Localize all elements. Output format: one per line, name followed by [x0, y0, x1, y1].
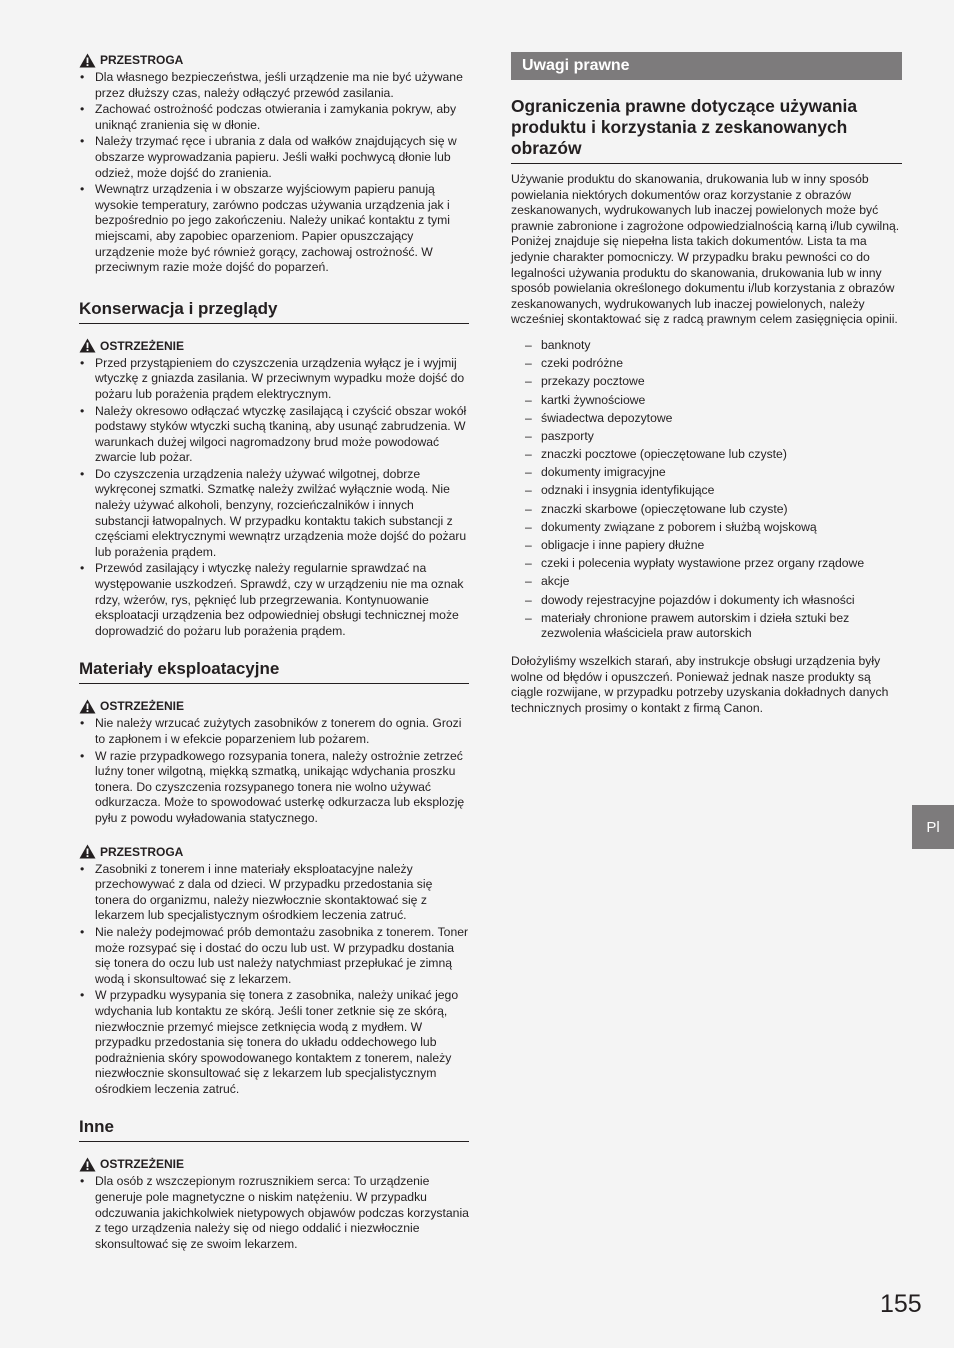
list-item: • Nie należy podejmować prób demontażu zasobnika z tonerem. Toner może rozsypać się i dostać do oczu lub ust. W przypadku dostania się tonera do oczu lub ust należy natychmiast przepłukać je zimną wodą i skonsultować się z lekarzem.	[79, 925, 469, 987]
outro-paragraph: Dołożyliśmy wszelkich starań, aby instrukcje obsługi urządzenia były wolne od błędów i opuszczeń. Ponieważ jednak nasze produkty są ciągle rozwijane, w przypadku potrzeby uzyskania dokładnych danych technicznych prosimy o kontakt z firmą Canon.	[511, 653, 889, 715]
list-item: • Zasobniki z tonerem i inne materiały eksploatacyjne należy przechowywać z dala od dzieci. W przypadku przedostania się tonera do organizmu, należy niezwłocznie skontaktować się z lekarzem lub specjalistycznym ośrodkiem leczenia zatruć.	[79, 862, 469, 924]
right-column	[511, 52, 902, 716]
list-item: • Dla osób z wszczepionym rozrusznikiem serca: To urządzenie generuje pole magnetyczne o niskim natężeniu. W przypadku odczuwania jakichkolwiek nietypowych objawów podczas korzystania z tego urządzenia należy się od niego oddalić i niezwłocznie skonsultować się ze swoim lekarzem.	[79, 1174, 469, 1252]
list-item: • W przypadku wysypania się tonera z zasobnika, należy unikać jego wdychania lub kontaktu ze skórą. Jeśli toner zetknie się ze skórą, niezwłocznie przemyć miejsce zetknięcia wodą z mydłem. W przypadku przedostania się tonera do układu oddechowego lub podrażnienia skóry spowodowanego kontaktem z tonerem, należy niezwłocznie skonsultować się z lekarzem lub specjalistycznym ośrodkiem leczenia zatruć.	[79, 988, 469, 1097]
section-title: Inne	[79, 1117, 469, 1142]
legal-title: Ograniczenia prawne dotyczące używania produktu i korzystania z zeskanowanych obrazów	[511, 96, 902, 164]
warning-triangle-icon	[79, 1157, 96, 1172]
warning-heading	[79, 698, 469, 714]
other-section	[79, 1117, 469, 1252]
warning-list	[79, 716, 469, 826]
left-column	[79, 52, 469, 1253]
list-item: – czeki podróżne	[511, 356, 902, 372]
list-item: – dowody rejestracyjne pojazdów i dokumenty ich własności	[511, 593, 902, 609]
list-item: – świadectwa depozytowe	[511, 411, 902, 427]
list-item: • Przewód zasilający i wtyczkę należy regularnie sprawdzać na występowanie uszkodzeń. Sprawdź, czy w urządzeniu nie ma oznak rdzy, wżerów, rys, pęknięć lub przegrzewania. Kontynuowanie eksploatacji urządzenia bez odpowiedniej obsługi technicznej może doprowadzić do pożaru lub porażenia prądem.	[79, 561, 469, 639]
warning-list	[79, 1174, 469, 1252]
list-item: – kartki żywnościowe	[511, 393, 902, 409]
list-item: • Należy trzymać ręce i ubrania z dala od wałków znajdujących się w obszarze wyprowadzania papieru. Jeśli wałki pochwycą dłonie lub odzież, może dojść do zranienia.	[79, 134, 469, 181]
warning-label: OSTRZEŻENIE	[100, 699, 185, 714]
list-item: – paszporty	[511, 429, 902, 445]
list-item: – przekazy pocztowe	[511, 374, 902, 390]
section-title: Materiały eksploatacyjne	[79, 659, 469, 684]
caution-block	[79, 52, 469, 276]
list-item: • Dla własnego bezpieczeństwa, jeśli urządzenie ma nie być używane przez dłuższy czas, należy odłączyć przewód zasilania.	[79, 70, 469, 101]
list-item: • Zachować ostrożność podczas otwierania i zamykania pokryw, aby uniknąć zranienia się w dłonie.	[79, 102, 469, 133]
caution-list	[79, 70, 469, 276]
warning-list	[79, 356, 469, 640]
warning-label: OSTRZEŻENIE	[100, 338, 185, 353]
list-item: – odznaki i insygnia identyfikujące	[511, 483, 902, 499]
list-item: – obligacje i inne papiery dłużne	[511, 538, 902, 554]
section-band: Uwagi prawne	[511, 52, 902, 80]
caution-label: PRZESTROGA	[100, 53, 184, 67]
document-list	[511, 338, 902, 642]
warning-label: OSTRZEŻENIE	[100, 1157, 185, 1172]
consumables-section	[79, 659, 469, 1097]
page-number: 155	[880, 1290, 922, 1318]
warning-triangle-icon	[79, 338, 96, 353]
caution-list	[79, 862, 469, 1098]
intro-paragraph: Używanie produktu do skanowania, drukowania lub w inny sposób powielania niektórych dokumentów oraz korzystanie z obrazów zeskanowanych, wydrukowanych lub inaczej powielonych może być prawnie zabronione i zagrożone odpowiedzialnością karną i/lub cywilną. Poniżej znajduje się niepełna lista takich dokumentów. Lista ta ma jedynie charakter pomocniczy. W przypadku braku pewności co do legalności używania produktu do skanowania, drukowania lub w inny sposób powielania określonego dokumentu i/lub korzystania z obrazów zeskanowanych, wydrukowanych lub inaczej powielonych, należy wcześniej skontaktować się z radcą prawnym celem zasięgnięcia opinii.	[511, 172, 900, 327]
language-tab: Pl	[912, 805, 954, 849]
maintenance-section	[79, 299, 469, 640]
list-item: • Wewnątrz urządzenia i w obszarze wyjściowym papieru panują wysokie temperatury, zarówno podczas używania urządzenia jak i bezpośrednio po jego zakończeniu. Należy unikać kontaktu z tymi miejscami, aby zapobiec oparzeniom. Papier opuszczający urządzenie może być również gorący, zachowaj ostrożność. W przeciwnym razie może dojść do poparzeń.	[79, 182, 469, 276]
list-item: – znaczki skarbowe (opieczętowane lub czyste)	[511, 502, 902, 518]
list-item: – materiały chronione prawem autorskim i dzieła sztuki bez zezwolenia właściciela praw autorskich	[511, 611, 902, 642]
list-item: • Do czyszczenia urządzenia należy używać wilgotnej, dobrze wykręconej szmatki. Szmatkę należy zwilżać wyłącznie wodą. Nie należy używać alkoholi, benzyny, rozcieńczalników i innych substancji łatwopalnych. W przypadku kontaktu takich substancji z częściami elektrycznymi wewnątrz urządzenia może dojść do pożaru lub porażenia prądem.	[79, 467, 469, 561]
warning-heading	[79, 1156, 469, 1172]
section-title: Konserwacja i przeglądy	[79, 299, 469, 324]
caution-heading	[79, 844, 469, 860]
caution-heading	[79, 52, 469, 68]
list-item: – banknoty	[511, 338, 902, 354]
list-item: – znaczki pocztowe (opieczętowane lub czyste)	[511, 447, 902, 463]
list-item: • Przed przystąpieniem do czyszczenia urządzenia wyłącz je i wyjmij wtyczkę z gniazda zasilania. W przeciwnym wypadku może dojść do pożaru lub porażenia prądem elektrycznym.	[79, 356, 469, 403]
list-item: – czeki i polecenia wypłaty wystawione przez organy rządowe	[511, 556, 902, 572]
list-item: – dokumenty imigracyjne	[511, 465, 902, 481]
warning-heading	[79, 338, 469, 354]
caution-label: PRZESTROGA	[100, 844, 184, 859]
list-item: • Nie należy wrzucać zużytych zasobników z tonerem do ognia. Grozi to zapłonem i w efekcie poparzeniem lub pożarem.	[79, 716, 469, 747]
list-item: • W razie przypadkowego rozsypania tonera, należy ostrożnie zetrzeć luźny toner wilgotną, miękką szmatką, unikając wdychania proszku tonera. Do czyszczenia rozsypanego tonera nie wolno używać odkurzacza. Może to spowodować usterkę odkurzacza lub eksplozję pyłu z powodu wyładowania statycznego.	[79, 749, 469, 827]
list-item: • Należy okresowo odłączać wtyczkę zasilającą i czyścić obszar wokół podstawy styków wtyczki suchą tkaniną, aby usunąć zabrudzenia. W warunkach dużej wilgoci nagromadzony brud może powodować zwarcie lub pożar.	[79, 404, 469, 466]
list-item: – akcje	[511, 574, 902, 590]
list-item: – dokumenty związane z poborem i służbą wojskową	[511, 520, 902, 536]
warning-triangle-icon	[79, 844, 96, 859]
warning-triangle-icon	[79, 699, 96, 714]
warning-triangle-icon	[79, 53, 96, 68]
